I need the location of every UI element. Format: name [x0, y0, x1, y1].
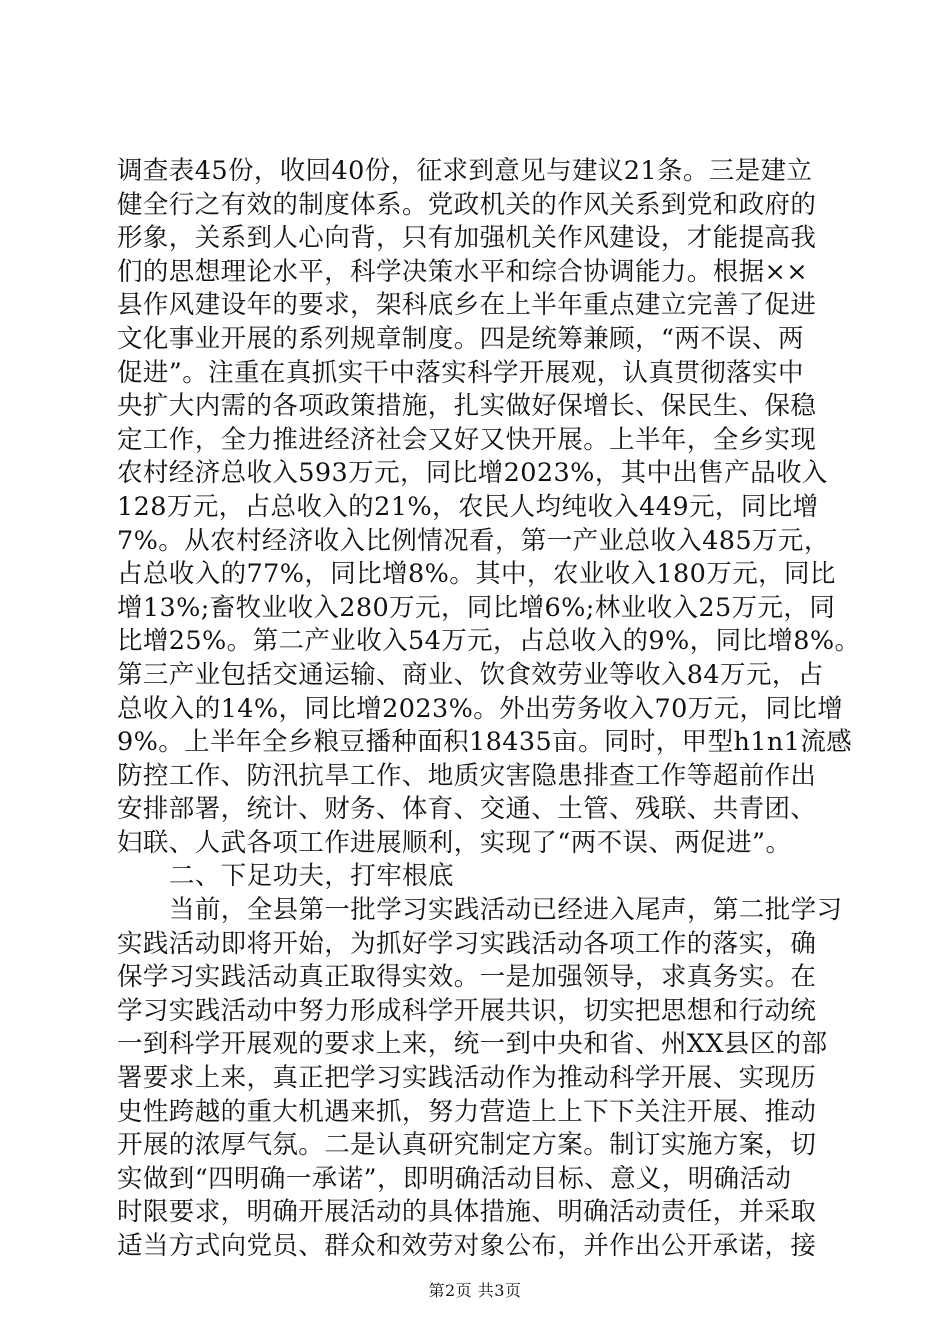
text-line: 定工作，全力推进经济社会又好又快开展。上半年，全乡实现	[117, 424, 817, 455]
text-line: 促进”。注重在真抓实干中落实科学开展观，认真贯彻落实中	[117, 357, 804, 388]
text-line: 增13%;畜牧业收入280万元，同比增6%;林业收入25万元，同	[117, 592, 836, 623]
text-line: 时限要求，明确开展活动的具体措施、明确活动责任，并采取	[117, 1197, 817, 1228]
text-line: 调查表45份，收回40份，征求到意见与建议21条。三是建立	[117, 156, 813, 186]
text-line: 文化事业开展的系列规章制度。四是统筹兼顾，“两不误、两	[117, 323, 804, 354]
text-line: 总收入的14%，同比增2023%。外出劳务收入70万元，同比增	[117, 693, 844, 724]
text-line: 署要求上来，真正把学习实践活动作为推动科学开展、实现历	[117, 1063, 817, 1094]
text-line: 占总收入的77%，同比增8%。其中，农业收入180万元，同比	[117, 559, 836, 590]
text-line: 形象，关系到人心向背，只有加强机关作风建设，才能提高我	[117, 223, 817, 254]
body-text	[117, 155, 861, 1264]
page-footer	[0, 1281, 950, 1301]
text-line: 央扩大内需的各项政策措施，扎实做好保增长、保民生、保稳	[117, 391, 817, 422]
text-line: 9%。上半年全乡粮豆播种面积18435亩。同时，甲型h1n1流感	[117, 727, 853, 758]
text-line: 实做到“四明确一承诺”，即明确活动目标、意义，明确活动	[117, 1163, 792, 1194]
text-line: 防控工作、防汛抗旱工作、地质灾害隐患排查工作等超前作出	[117, 760, 817, 791]
text-line: 妇联、人武各项工作进展顺利，实现了“两不误、两促进”。	[117, 827, 792, 858]
text-line: 保学习实践活动真正取得实效。一是加强领导，求真务实。在	[117, 962, 817, 993]
text-line: 县作风建设年的要求，架科底乡在上半年重点建立完善了促进	[117, 290, 817, 321]
text-line: 健全行之有效的制度体系。党政机关的作风关系到党和政府的	[117, 189, 817, 220]
text-line: 一到科学开展观的要求上来，统一到中央和省、州XX县区的部	[117, 1029, 828, 1060]
text-line: 安排部署，统计、财务、体育、交通、土管、残联、共青团、	[117, 794, 817, 825]
page-number: 第2页 共3页	[428, 1281, 522, 1300]
text-line: 学习实践活动中努力形成科学开展共识，切实把思想和行动统	[117, 995, 817, 1026]
text-line: 当前，全县第一批学习实践活动已经进入尾声，第二批学习	[169, 895, 843, 926]
text-line: 们的思想理论水平，科学决策水平和综合协调能力。根据××	[117, 256, 809, 287]
text-line: 农村经济总收入593万元，同比增2023%，其中出售产品收入	[117, 458, 828, 489]
text-line: 7%。从农村经济收入比例情况看，第一产业总收入485万元，	[117, 525, 830, 556]
text-line: 第三产业包括交通运输、商业、饮食效劳业等收入84万元，占	[117, 659, 824, 690]
text-line: 128万元，占总收入的21%，农民人均纯收入449元，同比增	[117, 491, 819, 522]
section-heading: 二、下足功夫，打牢根底	[169, 861, 454, 892]
text-line: 比增25%。第二产业收入54万元，占总收入的9%，同比增8%。	[117, 626, 861, 657]
text-line: 适当方式向党员、群众和效劳对象公布，并作出公开承诺，接	[117, 1231, 817, 1261]
text-line: 史性跨越的重大机遇来抓，努力营造上上下下关注开展、推动	[117, 1096, 817, 1127]
text-line: 开展的浓厚气氛。二是认真研究制定方案。制订实施方案，切	[117, 1130, 817, 1161]
text-line: 实践活动即将开始，为抓好学习实践活动各项工作的落实，确	[117, 928, 817, 959]
